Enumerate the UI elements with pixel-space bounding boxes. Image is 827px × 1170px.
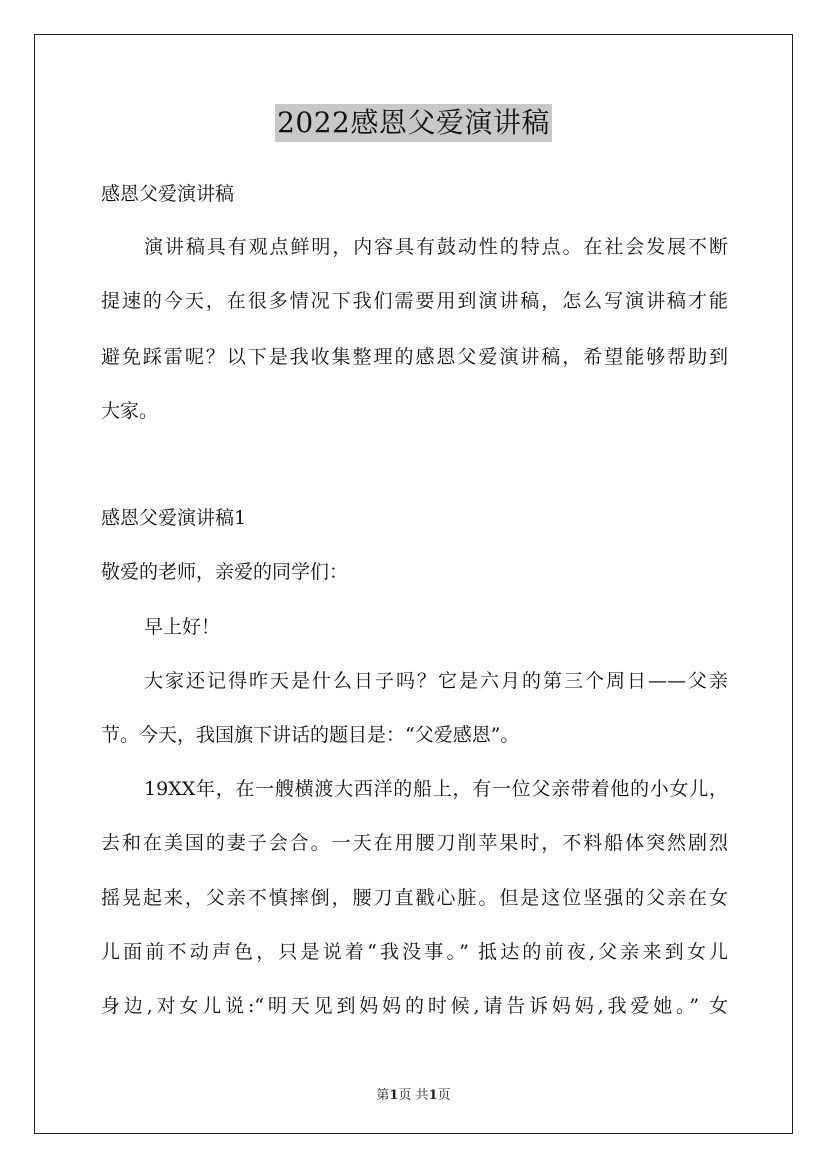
footer-page-mid: 页 共 [398,1088,429,1103]
paragraph-line: 避免踩雷呢？以下是我收集整理的感恩父爱演讲稿，希望能够帮助到 [101,346,728,368]
paragraph-line: 身边,对女儿说:“明天见到妈妈的时候,请告诉妈妈,我爱她。” 女 [101,995,728,1017]
paragraph-line: 提速的今天，在很多情况下我们需要用到演讲稿，怎么写演讲稿才能 [101,290,728,312]
footer-page-suffix: 页 [437,1088,451,1103]
paragraph-line: 大家还记得昨天是什么日子吗？它是六月的第三个周日——父亲 [144,670,728,692]
section-heading: 感恩父爱演讲稿1 [101,507,247,529]
document-title: 2022感恩父爱演讲稿 [275,104,552,142]
paragraph-line: 摇晃起来，父亲不慎摔倒，腰刀直戳心脏。但是这位坚强的父亲在女 [101,887,728,909]
section-heading: 感恩父爱演讲稿 [101,183,235,205]
page-footer [0,1084,827,1103]
salutation: 敬爱的老师，亲爱的同学们： [101,561,349,583]
paragraph-line: 演讲稿具有观点鲜明，内容具有鼓动性的特点。在社会发展不断 [144,236,728,258]
greeting: 早上好！ [144,616,221,638]
paragraph-line: 去和在美国的妻子会合。一天在用腰刀削苹果时，不料船体突然剧烈 [101,832,728,854]
footer-page-prefix: 第 [376,1088,390,1103]
paragraph-line: 19XX年，在一艘横渡大西洋的船上，有一位父亲带着他的小女儿， [144,778,728,800]
paragraph-line: 节。今天，我国旗下讲话的题目是：“父爱感恩”。 [101,724,520,746]
paragraph-line: 儿面前不动声色，只是说着“我没事。” 抵达的前夜,父亲来到女儿 [101,941,728,963]
footer-page-number: 1 [389,1088,399,1103]
footer-page-total: 1 [428,1088,438,1103]
paragraph-line: 大家。 [101,400,159,422]
document-title-container [0,104,827,142]
